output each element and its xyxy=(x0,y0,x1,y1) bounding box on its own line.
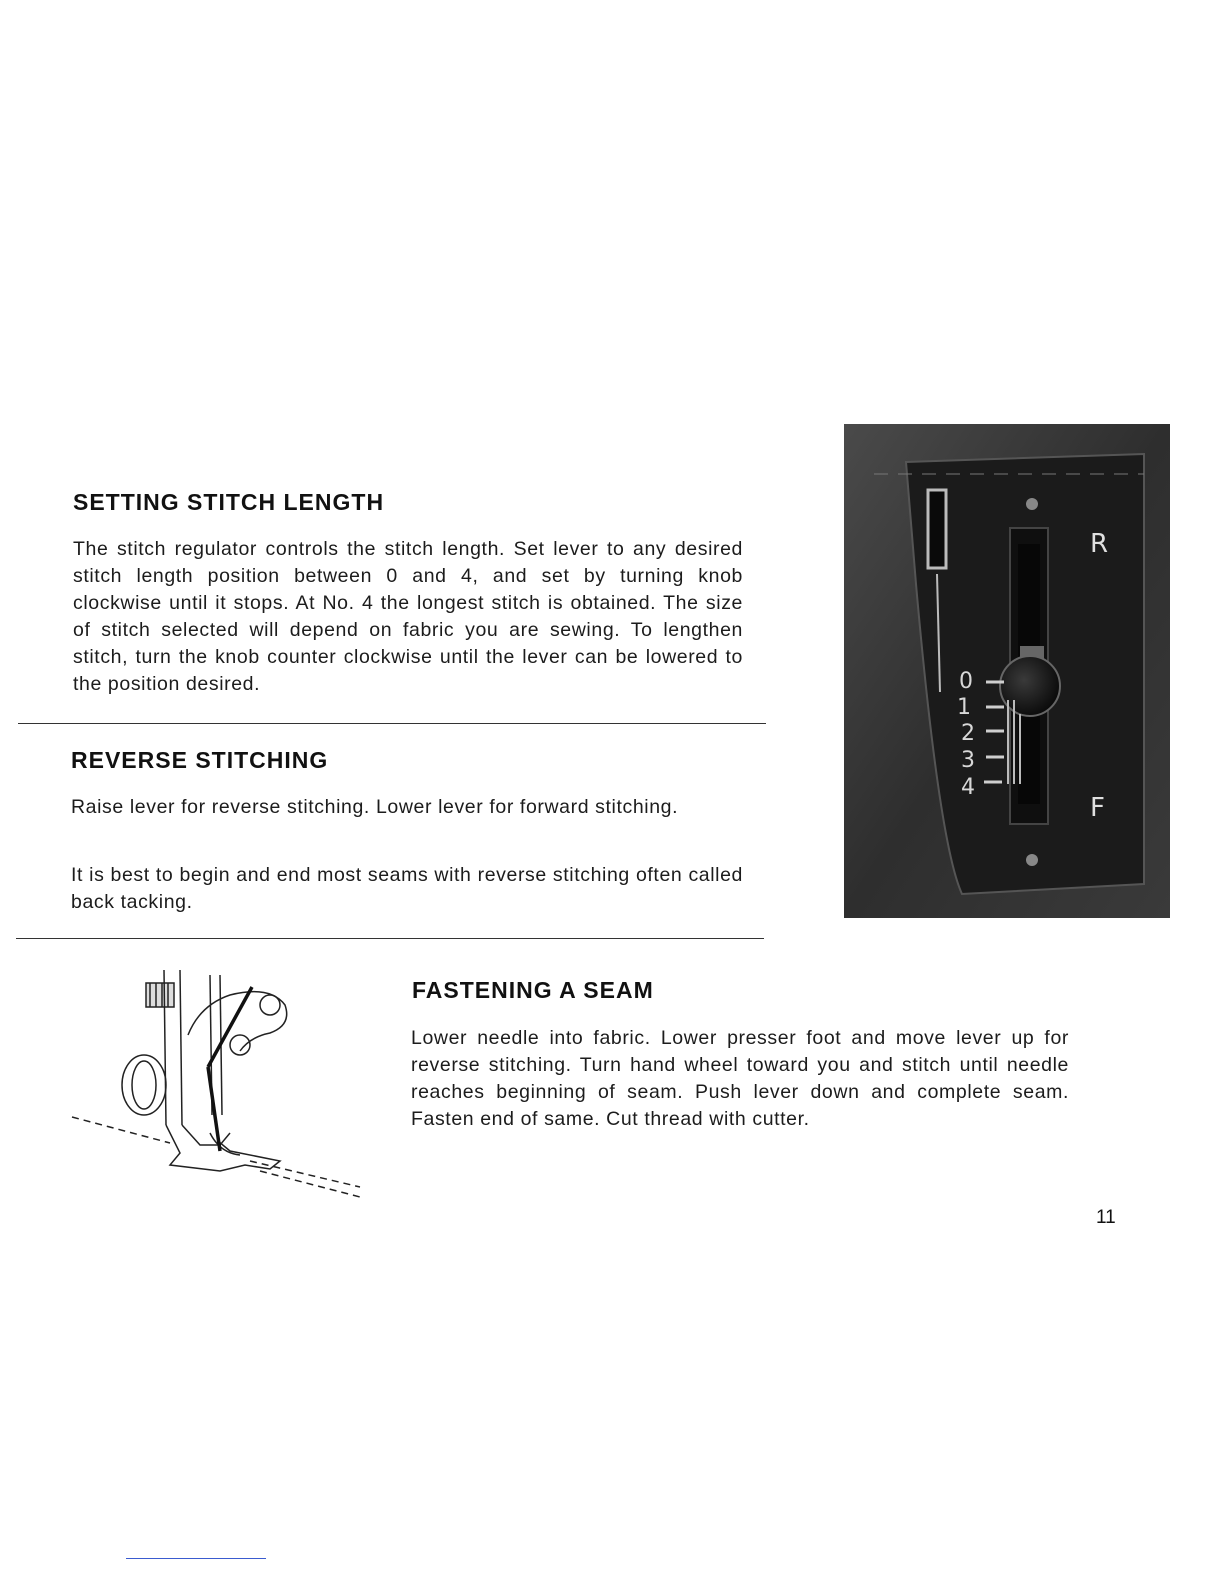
paragraph-reverse-2: It is best to begin and end most seams with reverse stitching often called back tacking. xyxy=(71,864,743,913)
heading-reverse-stitching: REVERSE STITCHING xyxy=(71,747,329,773)
scale-label: 0 xyxy=(959,669,973,694)
heading-setting-stitch-length: SETTING STITCH LENGTH xyxy=(73,489,385,515)
section-divider xyxy=(16,938,764,939)
paragraph-stitch-length: The stitch regulator controls the stitch length. Set lever to any desired stitch length position between 0 and 4, and set by turning knob clockwise until it stops. At No. 4 the longest stitch is obtained. The size of stitch selected will depend on fabric you are sewing. To lengthen stitch, turn the knob counter clockwise until the lever can be lowered to the position desired. xyxy=(73,538,743,695)
presser-foot-illustration xyxy=(70,965,370,1210)
paragraph-fastening: Lower needle into fabric. Lower presser foot and move lever up for reverse stitching. Turn hand wheel toward you and stitch until needle reaches beginning of seam. Push lever down and complete seam. Fasten end of same. Cut thread with cutter. xyxy=(411,1027,1069,1130)
stitch-regulator-photo xyxy=(844,424,1170,918)
scale-label: 2 xyxy=(961,721,975,746)
scale-label: 3 xyxy=(961,748,975,773)
scale-label: 4 xyxy=(961,775,975,800)
section-divider xyxy=(18,723,766,724)
page-number: 11 xyxy=(1096,1207,1116,1228)
forward-label: F xyxy=(1090,793,1105,823)
footer-line xyxy=(126,1558,266,1559)
heading-fastening-seam: FASTENING A SEAM xyxy=(412,977,654,1003)
scale-label: 1 xyxy=(957,695,971,720)
paragraph-reverse-1: Raise lever for reverse stitching. Lower lever for forward stitching. xyxy=(71,796,679,818)
reverse-label: R xyxy=(1090,529,1109,559)
